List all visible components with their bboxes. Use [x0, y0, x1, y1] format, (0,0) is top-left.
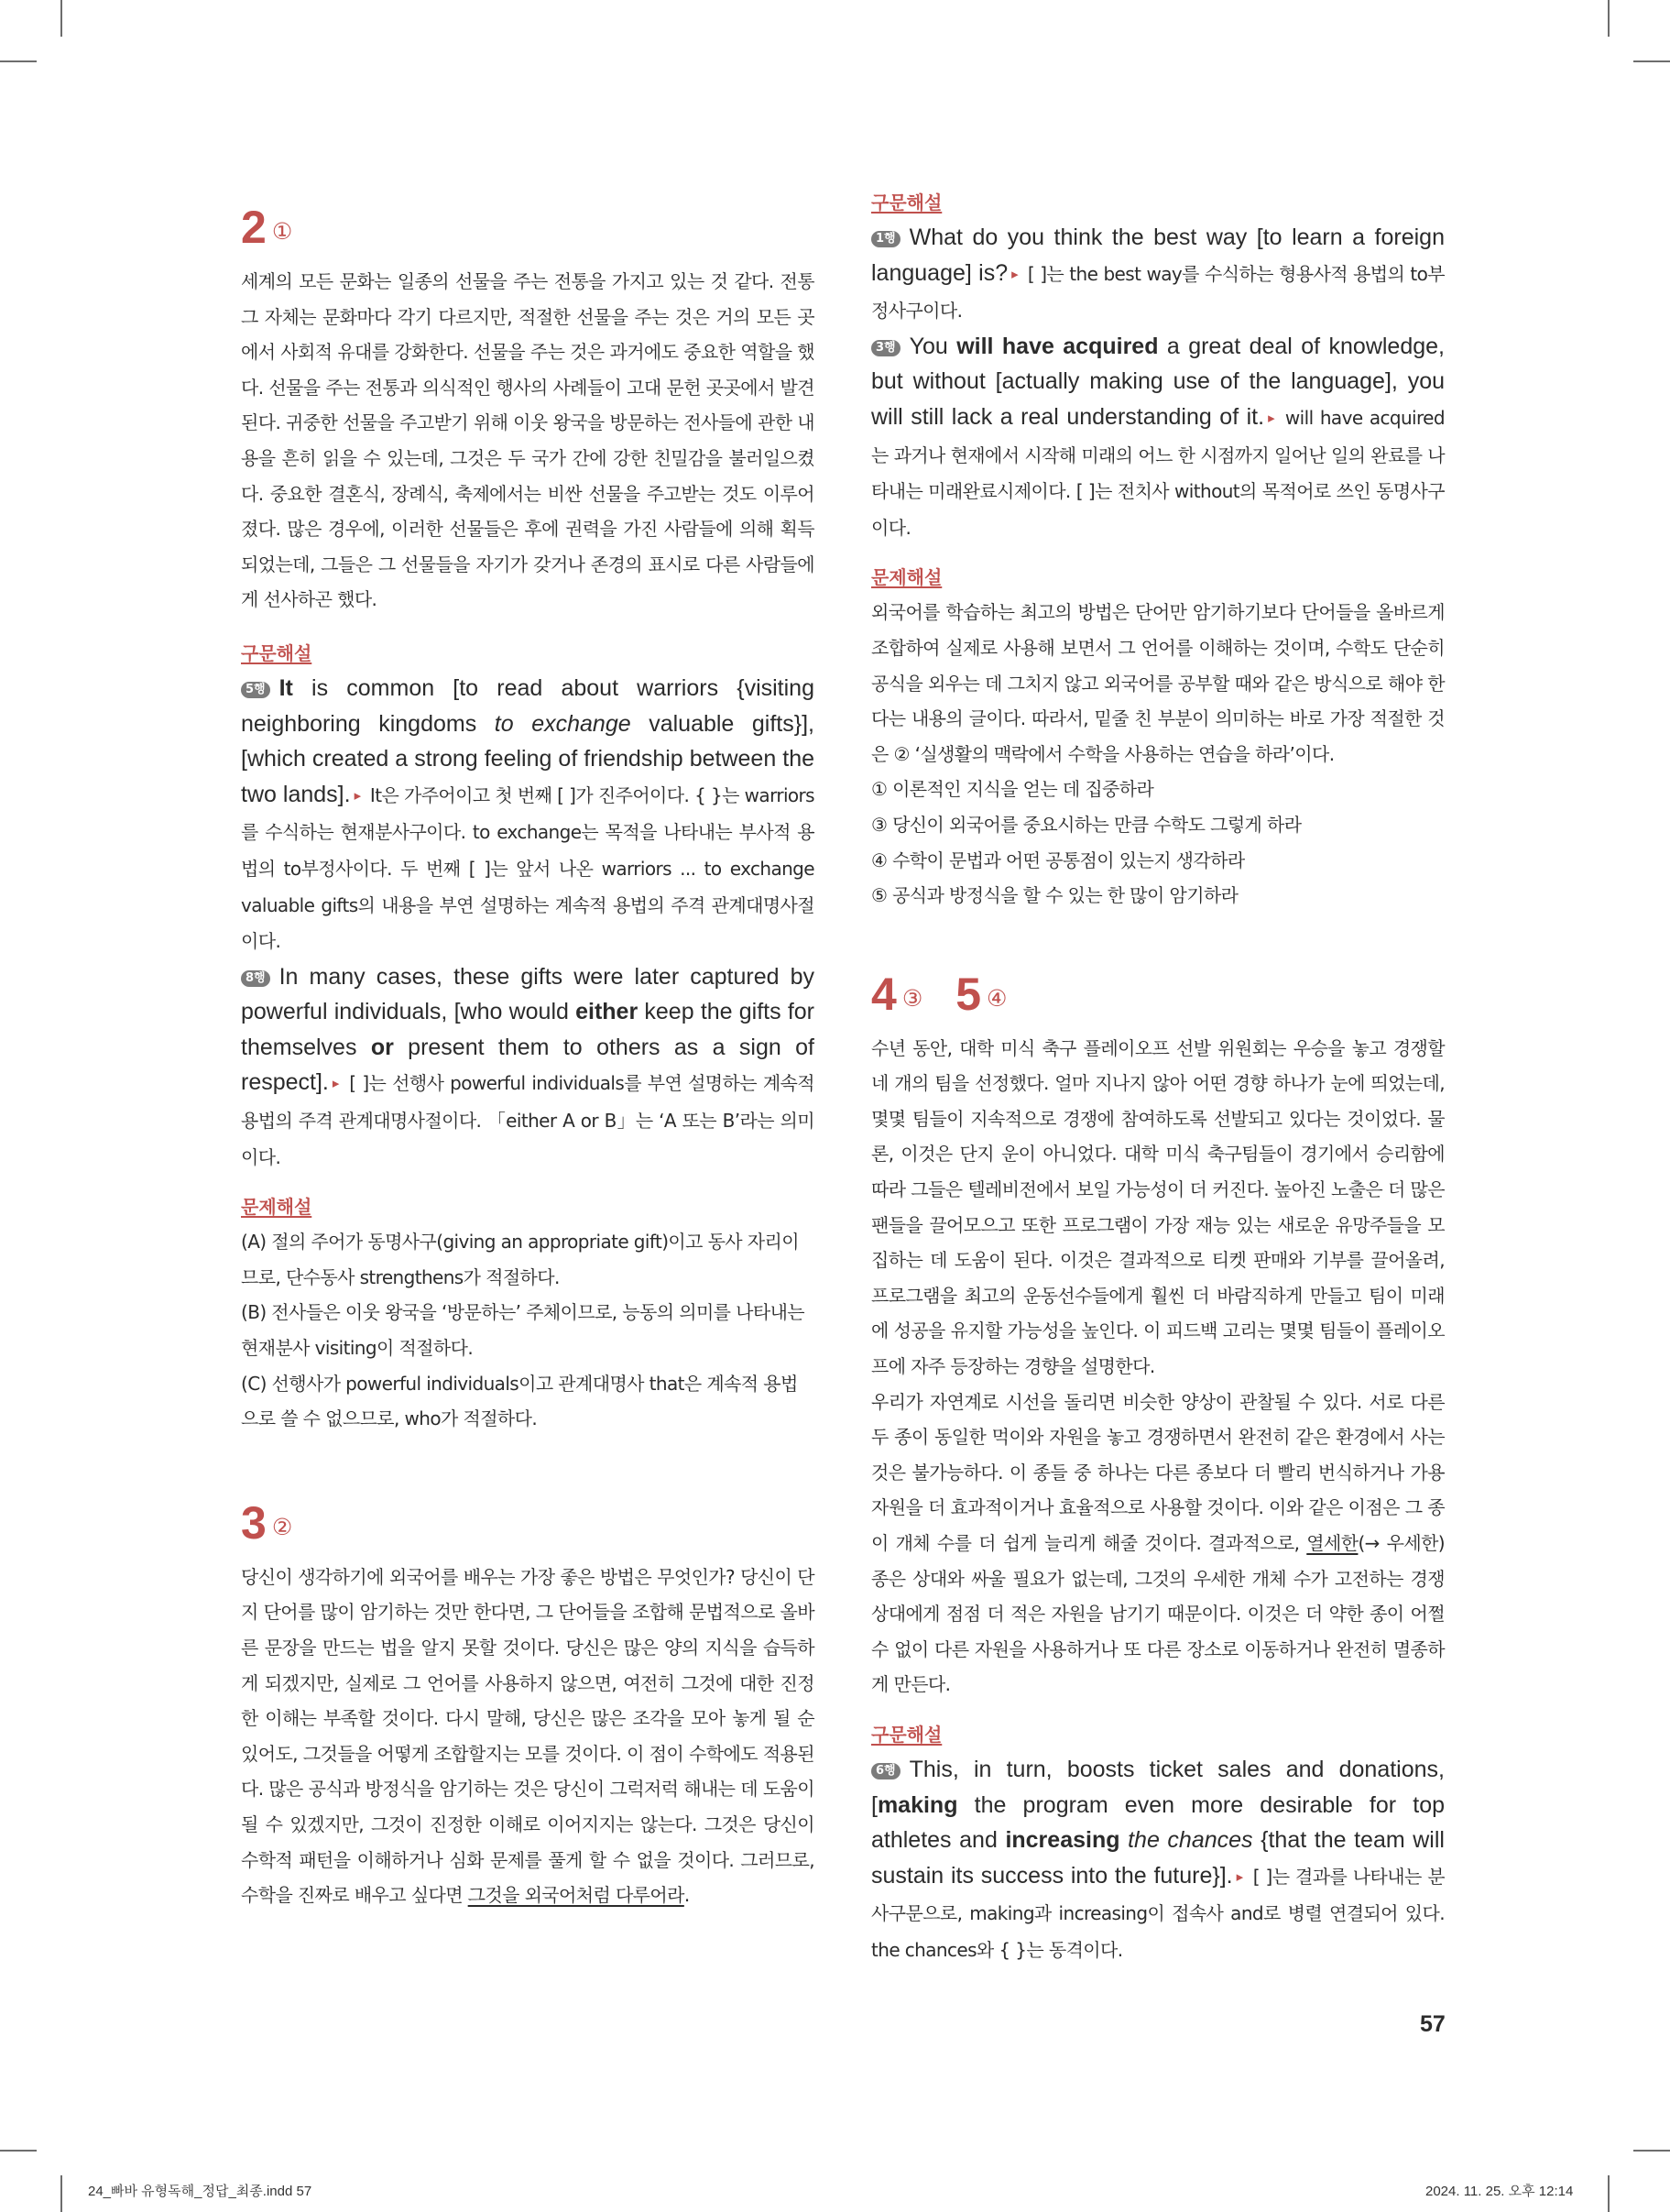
- choice-item: ① 이론적인 지식을 얻는 데 집중하라: [871, 778, 1154, 801]
- crop-mark: [1633, 2150, 1670, 2152]
- syntax-note: [871, 329, 1445, 546]
- explanation-text: will have acquired는 과거나 현재에서 시작해 미래의 어느 한 시점까지 일어난 일의 완료를 나타내는 미래완료시제이다. [ ]는 전치사 without의 목적어로 쓰인 동명사구이다.: [871, 406, 1445, 539]
- problem-note: (B) 전사들은 이웃 왕국을 ‘방문하는’ 주체이므로, 능동의 의미를 나타내는 현재분사 visiting이 적절하다.: [241, 1301, 805, 1360]
- date-slug: 2024. 11. 25. 오후 12:14: [1425, 2184, 1574, 2199]
- translation-text: (→ 우세한) 종은 상대와 싸울 필요가 없는데, 그것의 우세한 개체 수가 고전하는 경쟁 상대에게 점점 더 적은 자원을 남기기 때문이다. 이것은 더 약한 종이 어쩔 수 없이 다른 자원을 사용하거나 또 다른 장소로 이동하거나 완전히 멸종하게 만든다.: [871, 1532, 1446, 1696]
- explanation-text: [ ]는 선행사 powerful individuals를 부연 설명하는 계속적 용법의 주격 관계대명사절이다. 「either A or B」는 ‘A 또는 B’라는 의미이다.: [241, 1072, 814, 1168]
- crop-mark: [60, 2175, 62, 2212]
- question-number: 5: [955, 968, 982, 1020]
- arrow-icon: ▸: [354, 787, 362, 804]
- problem-note: (C) 선행사가 powerful individuals이고 관계대명사 that은 계속적 용법으로 쓸 수 없으므로, who가 적절하다.: [241, 1372, 798, 1430]
- explanation-text: It은 가주어이고 첫 번째 [ ]가 진주어이다. { }는 warriors를 수식하는 현재분사구이다. to exchange는 목적을 나타내는 부사적 용법의 to부정사이다. 두 번째 [ ]는 앞서 나온 warriors ... to exchange valuable gifts의 내용을 부연 설명하는 계속적 용법의 주격 관계대명사절이다.: [241, 783, 814, 953]
- translation-text: .: [683, 1884, 690, 1907]
- em-text: making: [877, 1791, 958, 1818]
- translation-paragraph: [241, 1560, 814, 1913]
- line-tag: 8행: [241, 970, 270, 987]
- page-number: 57: [1420, 2011, 1446, 2037]
- sentence-text: This, in turn, boosts ticket sales and donations, [: [871, 1756, 1445, 1818]
- em-text: the chances: [1128, 1827, 1253, 1854]
- syntax-section-label: 구문해설: [871, 1723, 943, 1746]
- crop-mark: [0, 2150, 37, 2152]
- choice-item: ③ 당신이 외국어를 중요시하는 만큼 수학도 그렇게 하라: [871, 813, 1302, 836]
- crop-mark: [1608, 0, 1610, 37]
- answer-choice: ①: [271, 218, 293, 245]
- explanation-text: [ ]는 결과를 나타내는 분사구문으로, making과 increasing이 접속사 and로 병렬 연결되어 있다. the chances와 { }는 동격이다.: [871, 1865, 1445, 1961]
- arrow-icon: ▸: [1236, 1868, 1244, 1885]
- em-text: either: [575, 999, 639, 1025]
- question-number: 3: [241, 1496, 267, 1549]
- em-text: will have acquired: [956, 333, 1159, 359]
- em-text: It: [278, 674, 293, 701]
- syntax-section-label: 구문해설: [241, 641, 312, 664]
- answer-choice: ②: [271, 1513, 293, 1540]
- answer-choice: ④: [987, 984, 1008, 1012]
- arrow-icon: ▸: [1268, 410, 1275, 426]
- sentence-text: is common [to read about warriors {visiting neighboring kingdoms: [241, 674, 814, 737]
- file-slug: 24_빠바 유형독해_정답_최종.indd 57: [88, 2184, 312, 2199]
- arrow-icon: ▸: [1011, 266, 1019, 282]
- left-column: [241, 183, 814, 1913]
- translation-paragraph: 세계의 모든 문화는 일종의 선물을 주는 전통을 가지고 있는 것 같다. 전통 그 자체는 문화마다 각기 다르지만, 적절한 선물을 주는 것은 거의 모든 곳에서 사회적 유대를 강화한다. 선물을 주는 것은 과거에도 중요한 역할을 했다. 선물을 주는 전통과 의식적인 행사의 사례들이 고대 문헌 곳곳에서 발견된다. 귀중한 선물을 주고받기 위해 이웃 왕국을 방문하는 전사들에 관한 내용을 흔히 읽을 수 있는데, 그것은 두 국가 간에 강한 친밀감을 불러일으켰다. 중요한 결혼식, 장례식, 축제에서는 비싼 선물을 주고받는 것도 이루어졌다. 많은 경우에, 이러한 선물들은 후에 권력을 가진 사람들에 의해 획득되었는데, 그들은 그 선물들을 자기가 갖거나 존경의 표시로 다른 사람들에게 선사하곤 했다.: [241, 270, 814, 611]
- crop-mark: [0, 60, 37, 62]
- line-tag: 3행: [871, 340, 900, 356]
- sentence-text: the program even more desirable for top athletes and: [871, 1791, 1445, 1854]
- arrow-icon: ▸: [332, 1076, 340, 1092]
- syntax-note: [241, 671, 814, 959]
- underlined-phrase: 열세한: [1306, 1532, 1359, 1554]
- syntax-note: [871, 1752, 1445, 1968]
- sentence-text: {that the team will sustain its success into the future}].: [871, 1827, 1445, 1889]
- choice-item: ⑤ 공식과 방정식을 할 수 있는 한 많이 암기하라: [871, 884, 1239, 907]
- question-2-header: [241, 200, 814, 258]
- sentence-text: valuable gifts}], [which created a strong feeling of friendship between the two lands].: [241, 710, 814, 807]
- sentence-text: keep the gifts for themselves: [241, 999, 814, 1060]
- crop-mark: [60, 0, 62, 37]
- answer-choice: ③: [901, 984, 923, 1012]
- sentence-text: You: [909, 333, 957, 359]
- problem-note: (A) 절의 주어가 동명사구(giving an appropriate gift)이고 동사 자리이므로, 단수동사 strengthens가 적절하다.: [241, 1231, 799, 1288]
- syntax-note: [871, 220, 1445, 329]
- question-4-5-header: [871, 967, 1445, 1025]
- line-tag: 6행: [871, 1763, 900, 1779]
- explanation-text: [ ]는 the best way를 수식하는 형용사적 용법의 to부정사구이다.: [871, 262, 1445, 323]
- line-tag: 5행: [241, 682, 270, 698]
- problem-section-label: 문제해설: [241, 1196, 312, 1219]
- translation-paragraph: [871, 1385, 1445, 1703]
- question-number: 4: [871, 968, 897, 1020]
- sentence-text: a great deal of knowledge, but without [actually making use of the language], you will still lack a real understanding of it.: [871, 333, 1445, 430]
- translation-paragraph: 수년 동안, 대학 미식 축구 플레이오프 선발 위원회는 우승을 놓고 경쟁할 네 개의 팀을 선정했다. 얼마 지나지 않아 어떤 경향 하나가 눈에 띄었는데, 몇몇 팀들이 지속적으로 경쟁에 참여하도록 선발되고 있다는 것이었다. 물론, 이것은 단지 운이 아니었다. 대학 미식 축구팀들이 경기에서 승리함에 따라 그들은 텔레비전에서 보일 가능성이 더 커진다. 높아진 노출은 더 많은 팬들을 끌어모으고 또한 프로그램이 가장 재능 있는 새로운 유망주들을 모집하는 데 도움이 된다. 이것은 결과적으로 티켓 판매와 기부를 끌어올려, 프로그램을 최고의 운동선수들에게 훨씬 더 바람직하게 만들고 팀이 미래에 성공을 유지할 가능성을 높인다. 이 피드백 고리는 몇몇 팀들이 플레이오프에 자주 등장하는 경향을 설명한다.: [871, 1036, 1445, 1378]
- sentence-text: present them to others as a sign of respect].: [241, 1034, 815, 1096]
- crop-mark: [1608, 2175, 1610, 2212]
- sentence-text: [1120, 1827, 1129, 1853]
- em-text: increasing: [1005, 1827, 1120, 1854]
- question-number: 2: [241, 202, 267, 253]
- em-text: or: [370, 1034, 394, 1060]
- problem-note: 외국어를 학습하는 최고의 방법은 단어만 암기하기보다 단어들을 올바르게 조합하여 실제로 사용해 보면서 그 언어를 이해하는 것이며, 수학도 단순히 공식을 외우는 데 그치지 않고 외국어를 공부할 때와 같은 방식으로 해야 한다는 내용의 글이다. 따라서, 밑줄 친 부분이 의미하는 바로 가장 적절한 것은 ② ‘실생활의 맥락에서 수학을 사용하는 연습을 하라’이다.: [871, 601, 1445, 765]
- question-3-header: [241, 1495, 814, 1554]
- translation-text: 당신이 생각하기에 외국어를 배우는 가장 좋은 방법은 무엇인가? 당신이 단지 단어를 많이 암기하는 것만 한다면, 그 단어들을 조합해 문법적으로 올바른 문장을 만드는 법을 알지 못할 것이다. 당신은 많은 양의 지식을 습득하게 되겠지만, 실제로 그 언어를 사용하지 않으면, 여전히 그것에 대한 진정한 이해는 부족할 것이다. 다시 말해, 당신은 많은 조각을 모아 놓게 될 순 있어도, 그것들을 어떻게 조합할지는 모를 것이다. 이 점이 수학에도 적용된다. 많은 공식과 방정식을 암기하는 것은 당신이 그럭저럭 해내는 데 도움이 될 수 있겠지만, 그것이 진정한 이해로 이어지지는 않는다. 그것은 당신이 수학적 패턴을 이해하거나 심화 문제를 풀게 할 수 없을 것이다. 그러므로, 수학을 진짜로 배우고 싶다면: [241, 1565, 814, 1907]
- problem-section-label: 문제해설: [871, 566, 943, 589]
- line-tag: 1행: [871, 231, 900, 247]
- syntax-note: [241, 959, 814, 1176]
- sentence-text: What do you think the best way [to learn a foreign language] is?: [871, 224, 1445, 286]
- syntax-section-label: 구문해설: [871, 192, 943, 214]
- em-text: to exchange: [494, 710, 631, 737]
- translation-text: 우리가 자연계로 시선을 돌리면 비슷한 양상이 관찰될 수 있다. 서로 다른 두 종이 동일한 먹이와 자원을 놓고 경쟁하면서 완전히 같은 환경에서 사는 것은 불가능하다. 이 종들 중 하나는 다른 종보다 더 빨리 번식하거나 가용 자원을 더 효과적이거나 효율적으로 사용할 것이다. 이와 같은 이점은 그 종이 개체 수를 더 쉽게 늘리게 해줄 것이다. 결과적으로,: [871, 1390, 1445, 1554]
- crop-mark: [1633, 60, 1670, 62]
- choice-item: ④ 수학이 문법과 어떤 공통점이 있는지 생각하라: [871, 849, 1245, 871]
- right-column: [871, 183, 1445, 1968]
- underlined-phrase: 그것을 외국어처럼 다루어라: [467, 1884, 684, 1907]
- sentence-text: In many cases, these gifts were later captured by powerful individuals, [who would: [241, 963, 814, 1025]
